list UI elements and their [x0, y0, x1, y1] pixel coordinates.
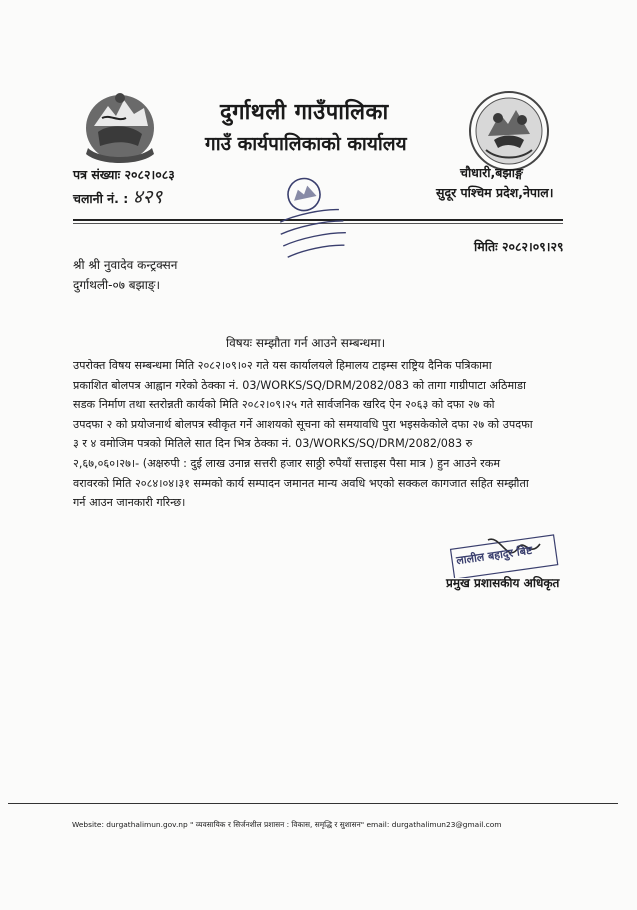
- recipient-address: दुर्गाथली-०७ बझाङ्।: [73, 278, 160, 292]
- ref-number: पत्र संख्याः २०८२।०८३: [73, 167, 175, 182]
- subject-line: विषयः सम्झौता गर्न आउने सम्बन्धमा।: [226, 336, 386, 350]
- footer-divider: [8, 803, 618, 804]
- body-line: प्रकाशित बोलपत्र आह्वान गरेको ठेक्का नं. 03/WORKS/SQ/DRM/2082/083 को तागा गाग्रीपाटा अठिमाडा: [73, 378, 526, 392]
- office-name: गाउँ कार्यपालिकाको कार्यालय: [205, 133, 407, 155]
- recipient-name: श्री श्री नुवादेव कन्ट्रक्सन: [73, 258, 178, 272]
- org-name: दुर्गाथली गाउँपालिका: [220, 100, 389, 125]
- body-line: गर्न आउन जानकारी गरिन्छ।: [73, 496, 186, 510]
- signatory-title: प्रमुख प्रशासकीय अधिकृत: [446, 576, 560, 590]
- letter-body: [73, 356, 561, 513]
- address-line2: सुदूर पश्चिम प्रदेश,नेपाल।: [436, 185, 554, 200]
- municipality-logo-icon: [468, 90, 550, 172]
- body-line: उपदफा २ को प्रयोजनार्थ बोलपत्र स्वीकृत गर्ने आशयको सूचना को समयावधि पुरा भइसकेकोले दफा २७ को उपदफा: [73, 417, 533, 431]
- body-line: २,६७,०६०।२७।- (अक्षरुपी : दुई लाख उनान्न सत्तरी हजार साठ्ठी रुपैयाँ सत्ताइस पैसा मात्र ) हुन आउने रकम: [73, 456, 501, 470]
- dispatch-number: चलानी नं. : ४२९: [73, 186, 163, 208]
- footer-contact: Website: durgathalimun.gov.np " व्यवसायिक र सिर्जनशील प्रशासन : विकास, समृद्धि र सुशासन" email: durgathalimun23@gmail.com: [72, 820, 502, 829]
- nepal-emblem-icon: [80, 88, 160, 166]
- body-line: सडक निर्माण तथा स्तरोन्नती कार्यको मिति २०८२।०९।२५ गते सार्वजनिक खरिद ऐन २०६३ को दफा २७ को: [73, 398, 495, 412]
- body-line: ३ र ४ वमोजिम पत्रको मितिले सात दिन भित्र ठेक्का नं. 03/WORKS/SQ/DRM/2082/083 रु: [73, 437, 473, 451]
- address-line1: चौधारी,बझाङ्ग: [460, 165, 523, 180]
- letter-date: मितिः २०८२।०९।२९: [474, 239, 564, 254]
- signature-stamp: [448, 534, 560, 578]
- handwritten-dispatch: ४२९: [132, 186, 163, 208]
- office-seal-stamp: [266, 172, 352, 264]
- signature-stamp-name: लालील बहादुर बिष्ट: [455, 543, 534, 568]
- body-line: वरावरको मिति २०८४।०४।३१ सम्मको कार्य सम्पादन जमानत मान्य अवधि भएको सक्कल कागजात सहित सम्झौता: [73, 476, 529, 490]
- body-line: उपरोक्त विषय सम्बन्धमा मिति २०८२।०९।०२ गते यस कार्यालयले हिमालय टाइम्स राष्ट्रिय दैनिक पत्रिकामा: [73, 359, 492, 372]
